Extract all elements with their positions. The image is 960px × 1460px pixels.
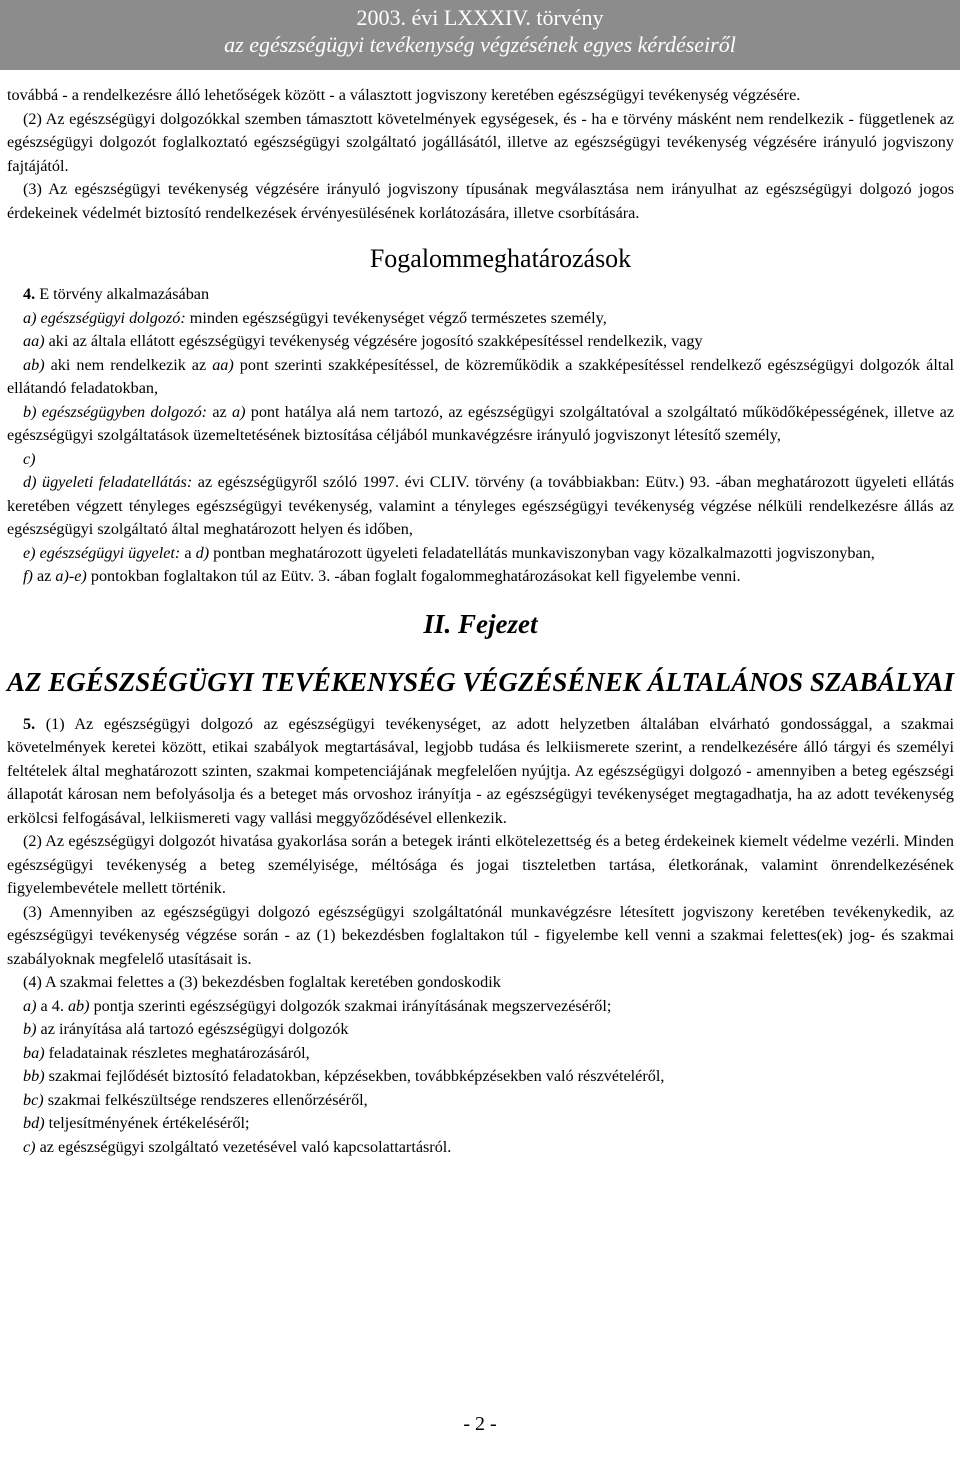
- header-title: 2003. évi LXXXIV. törvény: [356, 5, 604, 30]
- section-5-item-ba: ba) feladatainak részletes meghatározásáról,: [23, 1043, 310, 1062]
- definition-f: f) az a)-e) pontokban foglaltakon túl az Eütv. 3. -ában foglalt fogalommeghatározásokat kell figyelembe venni.: [23, 567, 741, 585]
- definition-d: d) ügyeleti feladatellátás: az egészségügyről szóló 1997. évi CLIV. törvény (a továbbiakban: Eütv.) 93. -ában meghatározott ügyeleti ellátás keretében végzett tényleges egészségügyi tevékenység, valamint a tényleges egészségügyi tevékenység végzése nélküli rendelkezésre állás az egészségügyi szolgáltató által meghatározott helyen és időben,: [7, 473, 954, 538]
- definition-aa: aa) aki az általa ellátott egészségügyi tevékenység végzésére jogosító szakképesítéssel rendelkezik, vagy: [23, 332, 703, 350]
- section-5-number: 5.: [23, 714, 36, 733]
- page-number: - 2 -: [463, 1413, 497, 1435]
- definition-c: c): [23, 449, 36, 468]
- definition-ab: ab) aki nem rendelkezik az aa) pont szerinti szakképesítéssel, de közreműködik a szakképesítéssel rendelkező egészségügyi dolgozók által ellátandó feladatokban,: [7, 355, 955, 397]
- chapter-number: II. Fejezet: [423, 608, 538, 639]
- section-title: Fogalommeghatározások: [369, 244, 632, 273]
- header-subtitle: az egészségügyi tevékenység végzésének egyes kérdéseiről: [224, 32, 736, 57]
- section-5-paragraph-2: (2) Az egészségügyi dolgozót hivatása gyakorlása során a betegek iránti elkötelezettség és a beteg érdekeinek kiemelt védelme vezérli. Minden egészségügyi tevékenység a beteg személyisége, méltósága és jogai tiszteletben tartása, életkorának, valamint önrendelkezésének figyelembevétele mellett történik.: [7, 832, 954, 897]
- section-4-intro: 4. E törvény alkalmazásában: [23, 285, 210, 303]
- section-5-paragraph-4: (4) A szakmai felettes a (3) bekezdésben foglaltak keretében gondoskodik: [23, 973, 501, 991]
- paragraph-intro: továbbá - a rendelkezésre álló lehetőségek között - a választott jogviszony keretében egészségügyi tevékenység végzésére.: [7, 86, 801, 104]
- section-5-item-b: b) az irányítása alá tartozó egészségügyi dolgozók: [23, 1020, 349, 1038]
- definition-e: e) egészségügyi ügyelet: a d) pontban meghatározott ügyeleti feladatellátás munkaviszonyban vagy közalkalmazotti jogviszonyban,: [23, 543, 875, 562]
- section-5-item-bd: bd) teljesítményének értékeléséről;: [23, 1114, 250, 1132]
- definition-a: a) egészségügyi dolgozó: minden egészségügyi tevékenységet végző természetes személy,: [23, 308, 607, 327]
- section-5-item-a: a) a 4. ab) pontja szerinti egészségügyi dolgozók szakmai irányításának megszervezéséről;: [23, 996, 612, 1015]
- section-4-number: 4.: [23, 285, 36, 303]
- section-5-item-bc: bc) szakmai felkészültsége rendszeres ellenőrzéséről,: [23, 1090, 368, 1109]
- paragraph-2: (2) Az egészségügyi dolgozókkal szemben támasztott követelmények egységesek, és - ha e törvény másként nem rendelkezik - függetlenek az egészségügyi dolgozót foglalkoztató egészségügyi szolgáltató jogállásától, illetve az egészségügyi tevékenység végzésére irányuló jogviszony fajtájától.: [7, 109, 954, 175]
- section-5-paragraph-3: (3) Amennyiben az egészségügyi dolgozó egészségügyi szolgáltatónál munkavégzésre létesített jogviszony keretében tevékenykedik, az egészségügyi tevékenység végzése során - az (1) bekezdésben foglaltakon túl - figyelembe kell venni a szakmai felettes(ek) jog- és szakmai szabályoknak megfelelő utasításait is.: [7, 902, 954, 968]
- page-header: [0, 0, 960, 70]
- paragraph-3: (3) Az egészségügyi tevékenység végzésére irányuló jogviszony típusának megválasztása nem irányulhat az egészségügyi dolgozó jogos érdekeinek védelmét biztosító rendelkezések érvényesülésének korlátozására, illetve csorbítására.: [7, 180, 954, 222]
- section-5-paragraph-1: 5. (1) Az egészségügyi dolgozó az egészségügyi tevékenységet, az adott helyzetben általában elvárható gondossággal, a szakmai követelmények keretei között, etikai szabályok megtartásával, legjobb tudása és lelkiismerete szerint, a rendelkezésére álló tárgyi és személyi feltételek által meghatározott szinten, szakmai kompetenciájának megfelelően nyújtja. Az egészségügyi dolgozó - amennyiben a beteg egészségi állapotát károsan nem befolyásolja és a beteget más orvoshoz irányítja - az egészségügyi tevékenységet megtagadhatja, ha az adott tevékenység erkölcsi felfogásával, lelkiismereti vagy vallási meggyőződésével ellenkezik.: [7, 714, 954, 827]
- section-5-item-bb: bb) szakmai fejlődését biztosító feladatokban, képzésekben, továbbképzésekben való részvételéről,: [23, 1067, 665, 1085]
- document-body: [7, 84, 954, 1159]
- section-5-item-c: c) az egészségügyi szolgáltató vezetésével való kapcsolattartásról.: [23, 1137, 452, 1156]
- chapter-title: AZ EGÉSZSÉGÜGYI TEVÉKENYSÉG VÉGZÉSÉNEK ÁLTALÁNOS SZABÁLYAI: [7, 666, 954, 697]
- definition-b: b) egészségügyben dolgozó: az a) pont hatálya alá nem tartozó, az egészségügyi szolgáltatóval a szolgáltató működőképességének, illetve az egészségügyi szolgáltatások üzemeltetésének biztosítása céljából munkavégzésre irányuló jogviszonyt létesítő személy,: [7, 402, 955, 444]
